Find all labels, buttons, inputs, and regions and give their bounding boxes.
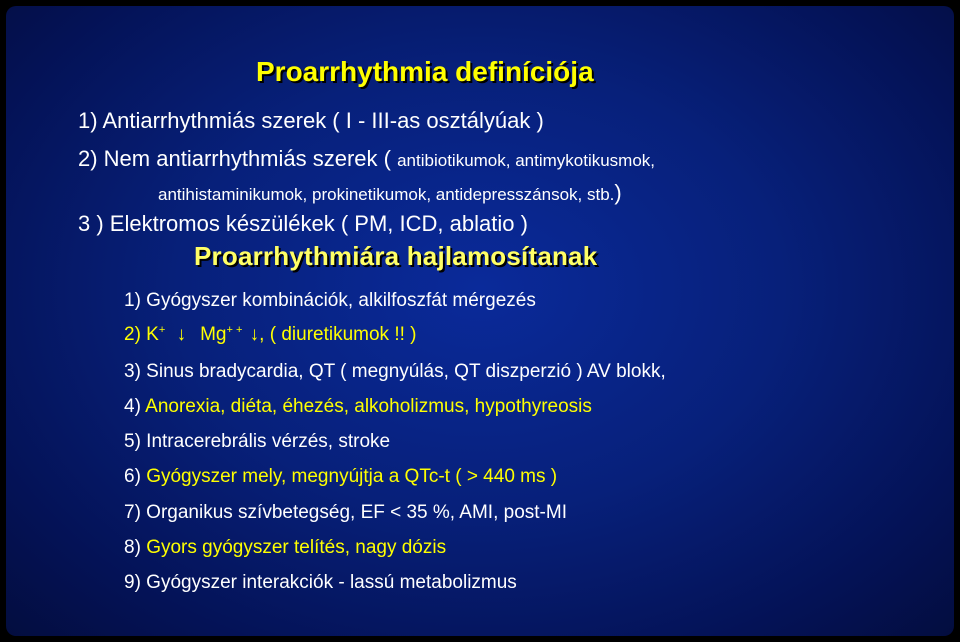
cause-3: 3 ) Elektromos készülékek ( PM, ICD, ablatio ) [78,211,528,236]
cause-2-suffix: ) [614,180,622,205]
factor-2-mg-sup: + + [226,324,243,336]
factor-4-text: Anorexia, diéta, éhezés, alkoholizmus, hypothyreosis [145,396,592,417]
factor-2-k-sup: + [158,324,166,336]
factor-6-text: Gyógyszer mely, megnyújtja a QTc-t ( > 440 ms ) [146,466,558,487]
down-arrow-icon: ↓ [176,324,187,345]
section-subtitle: Proarrhythmiára hajlamosítanak [194,241,598,271]
factor-5: 5) Intracerebrális vérzés, stroke [124,431,391,452]
cause-1: 1) Antiarrhythmiás szerek ( I - III-as osztályúak ) [78,108,544,133]
factor-6 [124,466,557,488]
factor-3: 3) Sinus bradycardia, QT ( megnyúlás, QT diszperzió ) AV blokk, [124,361,666,382]
cause-2-detail-line2: antihistaminikumok, prokinetikumok, antidepresszánsok, stb. [158,185,615,204]
factor-4 [124,396,592,418]
factor-6-number: 6) [124,466,141,487]
factor-2-rest: , ( diuretikumok !! ) [259,324,417,345]
cause-2-detail: antibiotikumok, antimykotikusmok, [397,151,656,170]
factor-4-number: 4) [124,396,141,417]
factor-2-k: 2) K [124,324,159,345]
factor-1: 1) Gyógyszer kombinációk, alkilfoszfát mérgezés [124,290,536,311]
slide [6,6,954,636]
slide-title: Proarrhythmia definíciója [256,56,594,87]
down-arrow-icon: ↓ [249,324,260,345]
factor-2-mg: Mg [200,324,227,345]
cause-2-prefix: 2) Nem antiarrhythmiás szerek ( [78,146,398,171]
factor-2 [124,324,417,346]
cause-2-line2 [158,180,622,206]
factor-7: 7) Organikus szívbetegség, EF < 35 %, AMI, post-MI [124,502,567,523]
cause-2 [78,146,655,172]
factor-9: 9) Gyógyszer interakciók - lassú metabolizmus [124,572,517,593]
factor-8-text: Gyors gyógyszer telítés, nagy dózis [146,537,447,558]
factor-8-number: 8) [124,537,141,558]
factor-8 [124,537,446,559]
